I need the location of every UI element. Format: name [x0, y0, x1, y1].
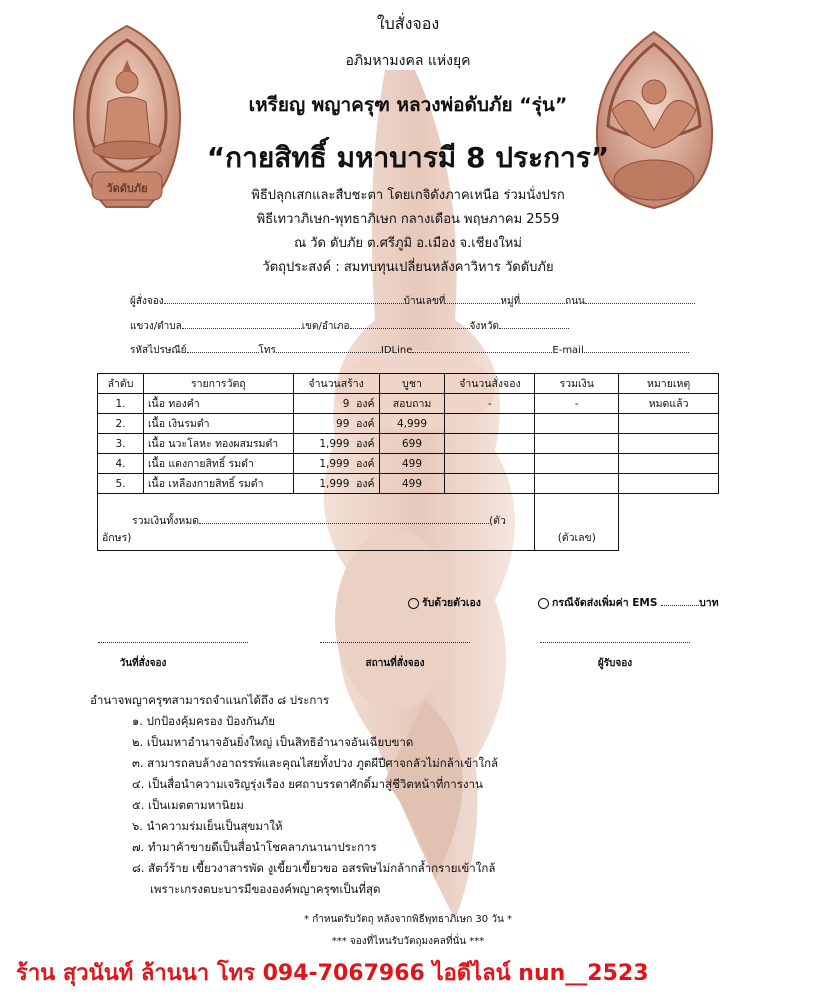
row-note — [619, 474, 719, 494]
row-item: เนื้อ นวะโลหะ ทองผสมรมดำ — [143, 434, 293, 454]
receiver-line[interactable] — [540, 641, 690, 643]
order-date-label: วันที่สั่งจอง — [119, 658, 167, 669]
email-field[interactable] — [584, 343, 689, 353]
ems-amount-field[interactable] — [661, 596, 699, 606]
house-no-label: บ้านเลขที่ — [403, 296, 446, 307]
table-row — [98, 434, 719, 454]
medal-series: เหรียญ พญาครุฑ หลวงพ่อดับภัย “รุ่น” — [248, 94, 568, 116]
house-no-field[interactable] — [445, 294, 500, 304]
subdistrict-field[interactable] — [182, 319, 302, 329]
row-number: 5. — [98, 474, 144, 494]
row-order-input[interactable] — [445, 414, 535, 434]
row-number: 3. — [98, 434, 144, 454]
row-sum-input[interactable] — [535, 474, 619, 494]
row-order-input[interactable] — [445, 454, 535, 474]
pickup-radio[interactable] — [408, 598, 419, 609]
power-item: ๕. เป็นเมตตามหานิยม — [132, 798, 244, 812]
province-field[interactable] — [499, 319, 569, 329]
total-label: รวมเงินทั้งหมด — [132, 515, 200, 527]
column-header: บูชา — [379, 374, 445, 394]
power-item: ๓. สามารถลบล้างอาถรรพ์และคุณไสยทั้งปวง ภูตผีปีศาจกลัวไม่กล้าเข้าใกล้ — [132, 756, 499, 770]
table-row — [98, 414, 719, 434]
row-price: 499 — [379, 474, 445, 494]
postcode-field[interactable] — [187, 343, 259, 353]
total-words-cell[interactable] — [98, 494, 535, 551]
subdistrict-label: แขวง/ตำบล — [130, 321, 182, 332]
pickup-note: * กำหนดรับวัตถุ หลังจากพิธีพุทธาภิเษก 30 วัน * — [304, 914, 512, 925]
total-number-cell[interactable]: (ตัวเลข) — [535, 494, 619, 551]
moo-label: หมู่ที่ — [500, 296, 521, 307]
order-table — [97, 373, 719, 551]
form-title: ใบสั่งจอง — [376, 14, 440, 33]
pickup-place-note: *** จองที่ไหนรับวัตถุมงคลที่นั่น *** — [331, 936, 485, 947]
row-quantity: 9 องค์ — [293, 394, 379, 414]
road-field[interactable] — [585, 294, 695, 304]
district-field[interactable] — [350, 319, 470, 329]
row-sum-input[interactable] — [535, 454, 619, 474]
row-note — [619, 414, 719, 434]
pickup-label: รับด้วยตัวเอง — [422, 597, 481, 609]
power-item: ๔. เป็นสื่อนำความเจริญรุ่งเรือง ยศถาบรรดาศักดิ์มาสู่ชีวิตหน้าที่การงาน — [132, 777, 483, 791]
power-item: ๗. ทำมาค้าขายดีเป็นสื่อนำโชคลาภนานาประการ — [132, 840, 377, 854]
column-header: จำนวนสั่งจอง — [445, 374, 535, 394]
field-row-1 — [130, 294, 695, 309]
order-place-line[interactable] — [320, 641, 470, 643]
row-quantity: 1,999 องค์ — [293, 474, 379, 494]
row-number: 1. — [98, 394, 144, 414]
power-item: ๘. สัตว์ร้าย เขี้ยวงาสารพัด งูเขี้ยวเขี้ยวขอ อสรพิษไม่กล้ากล้ำกรายเข้าใกล้ — [132, 861, 496, 875]
row-sum-input[interactable] — [535, 434, 619, 454]
row-item: เนื้อ แดงกายสิทธิ์ รมดำ — [143, 454, 293, 474]
row-item: เนื้อ เงินรมดำ — [143, 414, 293, 434]
date-line: พิธีเทวาภิเษก-พุทธาภิเษก กลางเดือน พฤษภาคม 2559 — [256, 212, 560, 227]
field-row-2 — [130, 319, 569, 334]
row-item: เนื้อ ทองคำ — [143, 394, 293, 414]
orderer-field[interactable] — [164, 294, 404, 304]
empty-cell — [619, 494, 719, 551]
power-item: ๖. นำความร่มเย็นเป็นสุขมาให้ — [132, 819, 283, 833]
line-field[interactable] — [412, 343, 552, 353]
row-price: 499 — [379, 454, 445, 474]
province-label: จังหวัด — [469, 321, 499, 332]
pickup-option[interactable] — [408, 594, 481, 611]
district-label: เขต/อำเภอ — [301, 321, 350, 332]
orderer-label: ผู้สั่งจอง — [130, 296, 164, 307]
row-sum-input[interactable] — [535, 414, 619, 434]
power-item-continuation: เพราะเกรงตบะบารมีขององค์พญาครุฑเป็นที่สุด — [150, 882, 381, 896]
row-order-input[interactable] — [445, 434, 535, 454]
column-header: หมายเหตุ — [619, 374, 719, 394]
receiver-label: ผู้รับจอง — [597, 658, 633, 669]
table-header-row — [98, 374, 719, 394]
row-note — [619, 454, 719, 474]
row-quantity: 1,999 องค์ — [293, 454, 379, 474]
column-header: จำนวนสร้าง — [293, 374, 379, 394]
email-label: E-mail — [552, 345, 584, 356]
field-row-3 — [130, 343, 689, 358]
row-number: 2. — [98, 414, 144, 434]
row-number: 4. — [98, 454, 144, 474]
row-price: 699 — [379, 434, 445, 454]
form-subtitle: อภิมหามงคล แห่งยุค — [345, 53, 471, 69]
column-header: รวมเงิน — [535, 374, 619, 394]
row-note: หมดแล้ว — [619, 394, 719, 414]
order-date-line[interactable] — [98, 641, 248, 643]
total-words-field[interactable] — [199, 514, 489, 524]
postcode-label: รหัสไปรษณีย์ — [130, 345, 187, 356]
table-row — [98, 474, 719, 494]
ems-label: กรณีจัดส่งเพิ่มค่า EMS — [552, 597, 658, 609]
phone-field[interactable] — [276, 343, 381, 353]
row-quantity: 99 องค์ — [293, 414, 379, 434]
table-total-row — [98, 494, 719, 551]
moo-field[interactable] — [520, 294, 565, 304]
row-note — [619, 434, 719, 454]
table-row — [98, 394, 719, 414]
power-item: ๒. เป็นมหาอำนาจอันยิ่งใหญ่ เป็นสิทธิอำนาจอันเฉียบขาด — [132, 735, 414, 749]
phone-label: โทร — [258, 345, 276, 356]
ems-radio[interactable] — [538, 598, 549, 609]
row-quantity: 1,999 องค์ — [293, 434, 379, 454]
column-header: รายการวัตถุ — [143, 374, 293, 394]
row-order-input[interactable]: - — [445, 394, 535, 414]
location-line: ณ วัด ดับภัย ต.ศรีภูมิ อ.เมือง จ.เชียงใหม่ — [294, 236, 522, 251]
row-sum-input[interactable]: - — [535, 394, 619, 414]
power-item: ๑. ปกป้องคุ้มครอง ป้องกันภัย — [132, 714, 275, 728]
powers-heading: อำนาจพญาครุฑสามารถจำแนกได้ถึง ๘ ประการ — [90, 693, 330, 707]
purpose-line: วัตถุประสงค์ : สมทบทุนเปลี่ยนหลังคาวิหาร วัดดับภัย — [262, 260, 554, 275]
table-row — [98, 454, 719, 474]
medal-edition: “กายสิทธิ์ มหาบารมี 8 ประการ” — [206, 141, 610, 174]
shop-contact: ร้าน สุวนันท์ ล้านนา โทร 094-7067966 ไอดีไลน์ nun__2523 — [16, 961, 649, 986]
column-header: ลำดับ — [98, 374, 144, 394]
order-place-label: สถานที่สั่งจอง — [365, 658, 425, 669]
powers-list — [90, 690, 498, 900]
row-price: สอบถาม — [379, 394, 445, 414]
total-words-label: (ตัวอักษร) — [102, 515, 506, 544]
row-item: เนื้อ เหลืองกายสิทธิ์ รมดำ — [143, 474, 293, 494]
road-label: ถนน — [565, 296, 585, 307]
ems-option[interactable] — [538, 594, 719, 611]
row-order-input[interactable] — [445, 474, 535, 494]
svg-text:วัดดับภัย: วัดดับภัย — [106, 182, 148, 195]
ceremony-line: พิธีปลุกเสกและสืบชะตา โดยเกจิดังภาคเหนือ ร่วมนั่งปรก — [251, 188, 565, 203]
row-price: 4,999 — [379, 414, 445, 434]
ems-unit: บาท — [699, 597, 719, 609]
line-label: IDLine — [380, 345, 413, 356]
